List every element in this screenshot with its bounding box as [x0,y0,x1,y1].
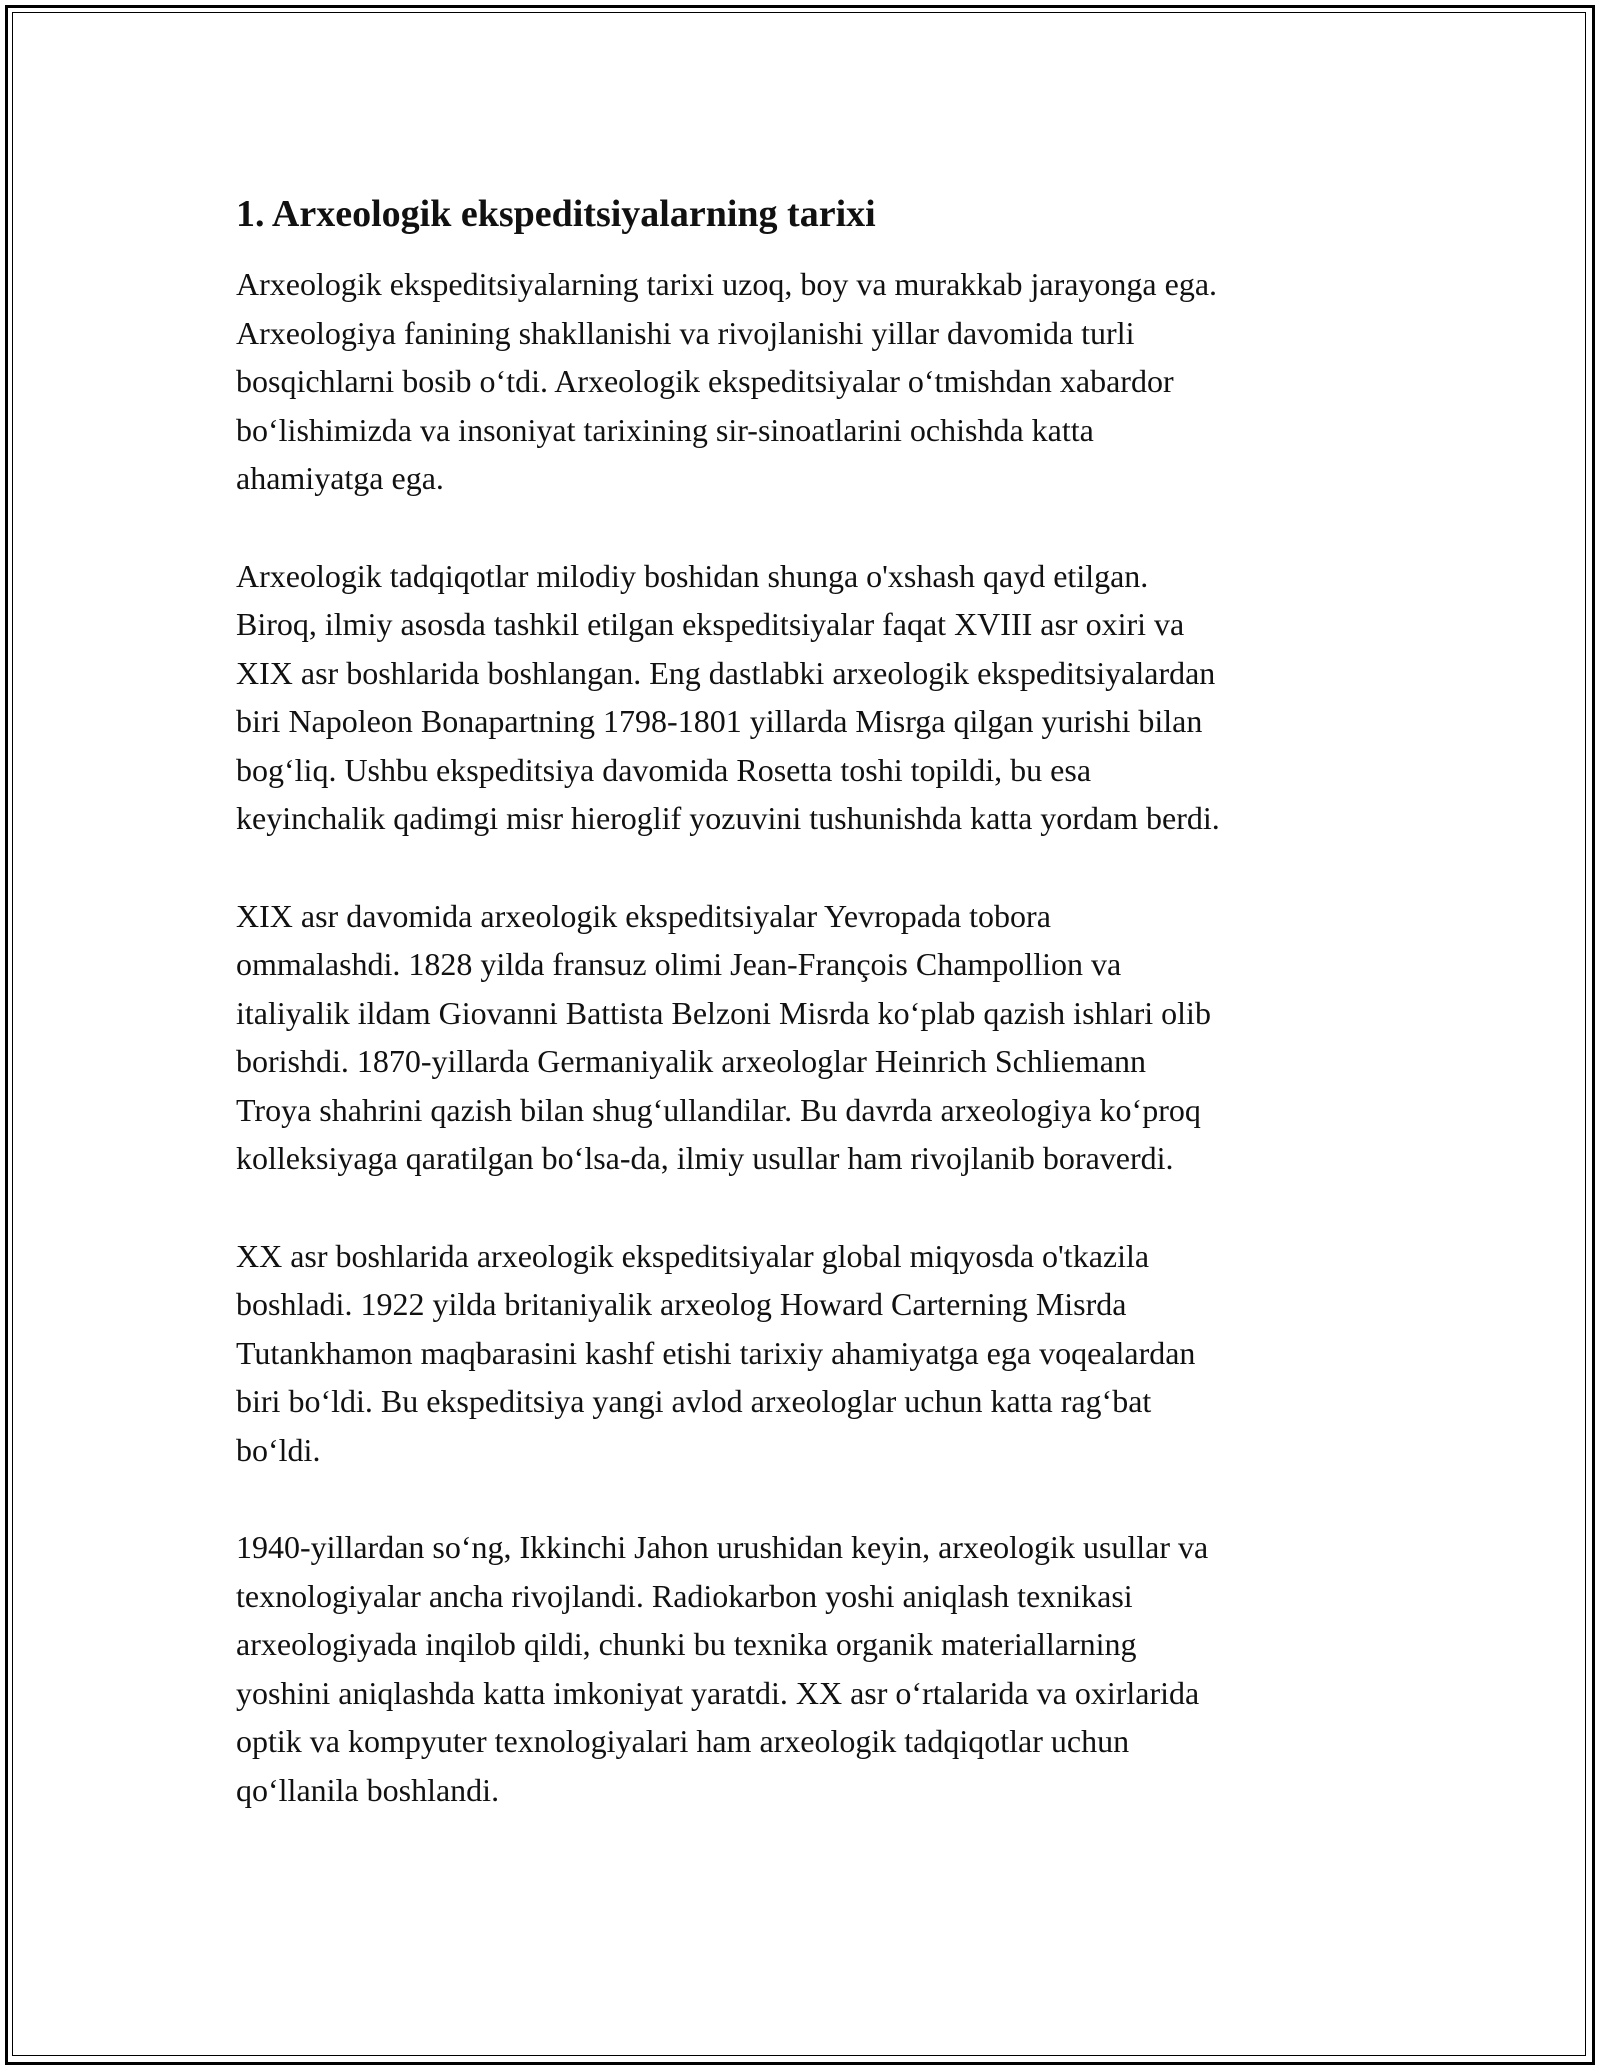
paragraph-line: texnologiyalar ancha rivojlandi. Radiokarbon yoshi aniqlash texnikasi [236,1577,1133,1614]
paragraph-line: bo‘ldi. [236,1431,321,1468]
paragraph-line: ahamiyatga ega. [236,460,444,496]
paragraph-line: Arxeologik tadqiqotlar milodiy boshidan shunga o'xshash qayd etilgan. [236,557,1149,594]
section-heading: 1. Arxeologik ekspeditsiyalarning tarixi [236,193,876,235]
paragraph-line: ommalashdi. 1828 yilda fransuz olimi Jean-François Champollion va [236,946,1122,982]
paragraph-2 [236,552,1371,843]
paragraph-line: Biroq, ilmiy asosda tashkil etilgan ekspeditsiyalar faqat XVIII asr oxiri va [236,606,1185,642]
paragraph-line: bog‘liq. Ushbu ekspeditsiya davomida Rosetta toshi topildi, bu esa [236,751,1092,788]
paragraph-line: biri bo‘ldi. Bu ekspeditsiya yangi avlod arxeologlar uchun katta rag‘bat [236,1383,1152,1419]
paragraph-line: boshladi. 1922 yilda britaniyalik arxeolog Howard Carterning Misrda [236,1286,1127,1322]
paragraph-line: yoshini aniqlashda katta imkoniyat yaratdi. XX asr o‘rtalarida va oxirlarida [236,1674,1200,1711]
paragraph-line: borishdi. 1870-yillarda Germaniyalik arxeologlar Heinrich Schliemann [236,1043,1146,1079]
paragraph-line: Arxeologiya fanining shakllanishi va rivojlanishi yillar davomida turli [236,314,1135,351]
paragraph-line: Tutankhamon maqbarasini kashf etishi tarixiy ahamiyatga ega voqealardan [236,1334,1196,1371]
paragraph-line: kolleksiyaga qaratilgan bo‘lsa-da, ilmiy usullar ham rivojlanib boraverdi. [236,1140,1174,1176]
paragraph-line: keyinchalik qadimgi misr hieroglif yozuvini tushunishda katta yordam berdi. [236,800,1220,836]
paragraph-line: italiyalik ildam Giovanni Battista Belzoni Misrda ko‘plab qazish ishlari olib [236,994,1211,1031]
paragraph-5 [236,1523,1371,1814]
paragraph-4 [236,1232,1371,1475]
paragraph-1 [236,260,1371,503]
paragraph-3 [236,892,1371,1183]
paragraph-line: XIX asr davomida arxeologik ekspeditsiyalar Yevropada tobora [236,897,1051,934]
paragraph-line: bo‘lishimizda va insoniyat tarixining sir-sinoatlarini ochishda katta [236,411,1094,448]
paragraph-line: bosqichlarni bosib o‘tdi. Arxeologik ekspeditsiyalar o‘tmishdan xabardor [236,363,1174,399]
paragraph-line: qo‘llanila boshlandi. [236,1771,500,1808]
paragraph-line: arxeologiyada inqilob qildi, chunki bu texnika organik materiallarning [236,1626,1137,1662]
paragraph-line: Arxeologik ekspeditsiyalarning tarixi uzoq, boy va murakkab jarayonga ega. [236,266,1218,302]
paragraph-line: XIX asr boshlarida boshlangan. Eng dastlabki arxeologik ekspeditsiyalardan [236,654,1216,691]
paragraph-line: optik va kompyuter texnologiyalari ham arxeologik tadqiqotlar uchun [236,1723,1130,1759]
paragraph-line: Troya shahrini qazish bilan shug‘ullandilar. Bu davrda arxeologiya ko‘proq [236,1091,1201,1128]
paragraph-line: XX asr boshlarida arxeologik ekspeditsiyalar global miqyosda o'tkazila [236,1237,1150,1274]
document-body [236,186,1371,1814]
paragraph-line: 1940-yillardan so‘ng, Ikkinchi Jahon urushidan keyin, arxeologik usullar va [236,1529,1209,1565]
paragraph-line: biri Napoleon Bonapartning 1798-1801 yillarda Misrga qilgan yurishi bilan [236,703,1203,739]
